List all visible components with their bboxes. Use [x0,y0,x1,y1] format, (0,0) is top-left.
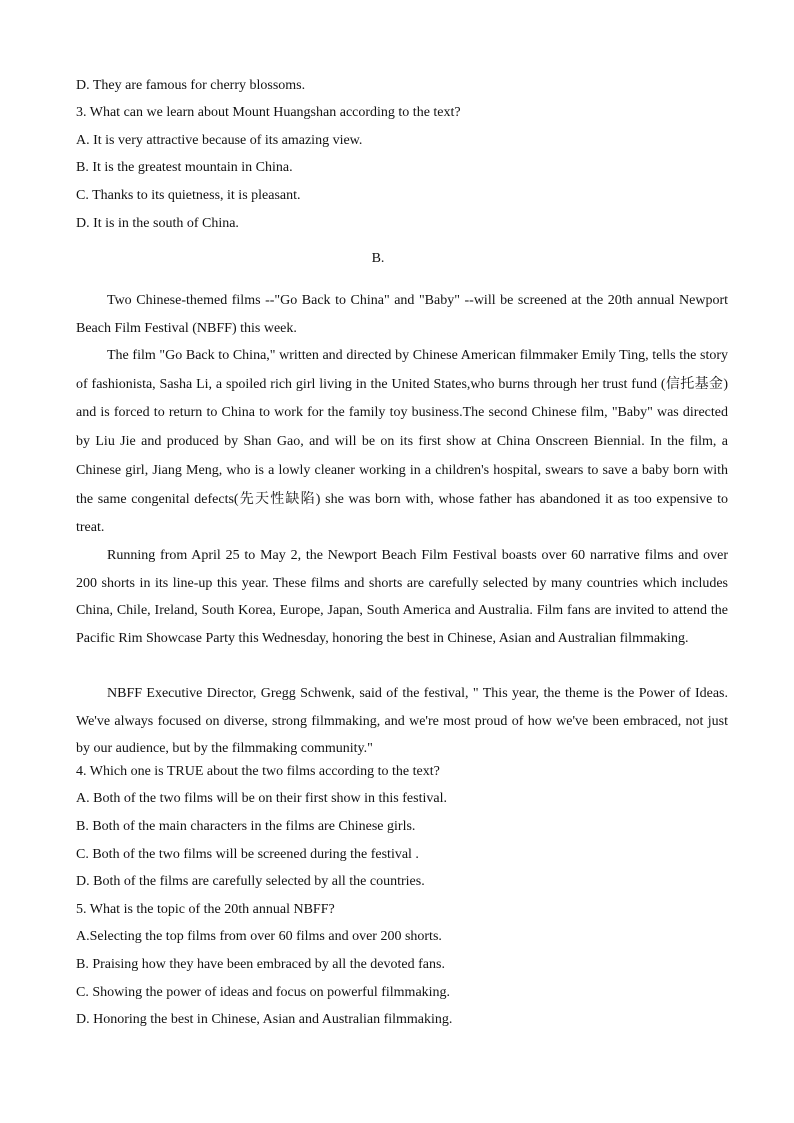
q4-option-d: D. Both of the films are carefully selected by all the countries. [76,874,425,889]
passage-paragraph-2-text: The film "Go Back to China," written and directed by Chinese American filmmaker Emily Ting, tells the story of fashionista, Sasha Li, a spoiled rich girl living in the United States,who burns through her trust fund (信托基金) and is forced to return to China to work for the family toy business.The second Chinese film, "Baby" was directed by Liu Jie and produced by Shan Gao, and will be on its first show at China Onscreen Biennial. In the film, a Chinese girl, Jiang Meng, who is a lowly cleaner working in a children's hospital, swears to save a baby born with the same congenital defects(先天性缺陷) she was born with, whose father has abandoned it as too expensive to treat. [76,348,728,536]
passage-paragraph-3-text: Running from April 25 to May 2, the Newport Beach Film Festival boasts over 60 narrative films and over 200 shorts in its line-up this year. These films and shorts are carefully selected by many countries which includes China, Chile, Ireland, South Korea, Europe, Japan, South America and Australia. Film fans are invited to attend the Pacific Rim Showcase Party this Wednesday, honoring the best in Chinese, Asian and Australian filmmaking. [76,548,728,646]
q3-option-d: D. It is in the south of China. [76,216,239,231]
q5-option-c: C. Showing the power of ideas and focus on powerful filmmaking. [76,985,451,1000]
q3-option-c: C. Thanks to its quietness, it is pleasant. [76,188,301,203]
passage-paragraph-4-text: NBFF Executive Director, Gregg Schwenk, said of the festival, " This year, the theme is the Power of Ideas. We've always focused on diverse, strong filmmaking, and we're most proud of how we've been embraced, not just by our audience, but by the filmmaking community." [76,686,728,756]
passage-paragraph-1 [76,287,728,342]
q5-option-b: B. Praising how they have been embraced by all the devoted fans. [76,957,445,972]
passage-paragraph-2 [76,342,728,543]
q4-question: 4. Which one is TRUE about the two films according to the text? [76,764,440,779]
q3-question: 3. What can we learn about Mount Huangshan according to the text? [76,105,461,120]
q4-option-b: B. Both of the main characters in the films are Chinese girls. [76,819,416,834]
q4-option-a: A. Both of the two films will be on their first show in this festival. [76,791,447,806]
passage-paragraph-1-text: Two Chinese-themed films --"Go Back to China" and "Baby" --will be screened at the 20th annual Newport Beach Film Festival (NBFF) this week. [76,293,728,336]
passage-paragraph-4 [76,680,728,763]
q5-option-d: D. Honoring the best in Chinese, Asian and Australian filmmaking. [76,1012,453,1027]
q2-option-d: D. They are famous for cherry blossoms. [76,78,306,93]
q5-option-a: A.Selecting the top films from over 60 films and over 200 shorts. [76,929,442,944]
section-b-heading: B. [371,251,385,266]
q3-option-b: B. It is the greatest mountain in China. [76,160,293,175]
q4-option-c: C. Both of the two films will be screened during the festival . [76,847,419,862]
q3-option-a: A. It is very attractive because of its amazing view. [76,133,363,148]
q5-question: 5. What is the topic of the 20th annual NBFF? [76,902,335,917]
passage-paragraph-3 [76,542,728,652]
